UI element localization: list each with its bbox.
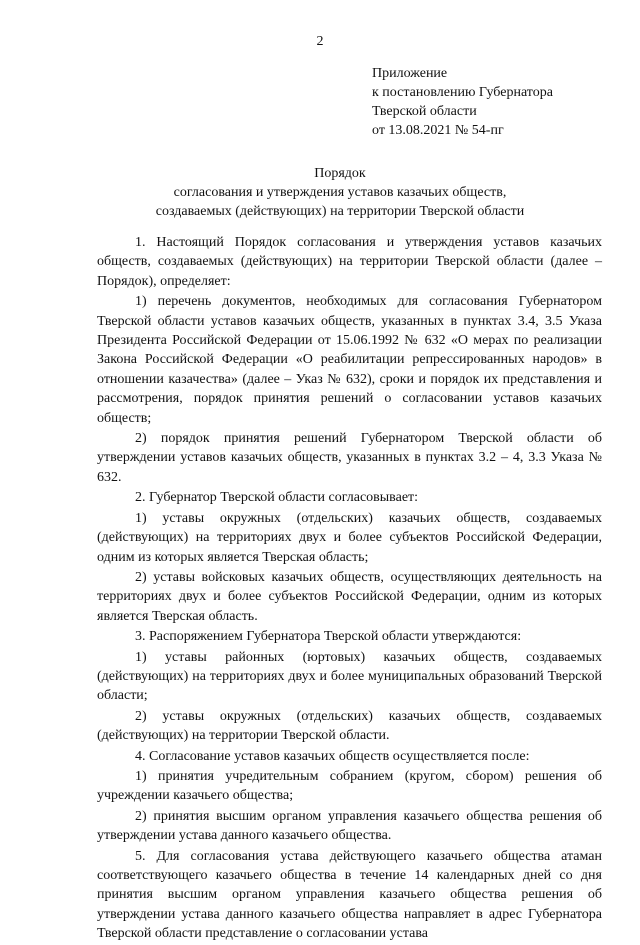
title-subtitle: создаваемых (действующих) на территории Тверской области bbox=[155, 204, 525, 219]
document-title bbox=[60, 164, 620, 221]
title-subtitle: согласования и утверждения уставов казачьих обществ, bbox=[173, 185, 507, 200]
paragraph: 1) уставы окружных (отдельских) казачьих обществ, создаваемых (действующих) на территориях двух и более субъектов Российской Федерации, одним из которых является Тверская область; bbox=[97, 510, 602, 565]
paragraph: 1) перечень документов, необходимых для согласования Губернатором Тверской области уставов казачьих обществ, указанных в пунктах 3.4, 3.5 Указа Президента Российской Федерации от 15.06.1992 № 632 «О мерах по реализации Закона Российской Федерации «О реабилитации репрессированных народов» в отношении казачества» (далее – Указ № 632), сроки и порядок их представления и рассмотрения, порядок принятия решений о согласовании уставов казачьих обществ; bbox=[97, 294, 602, 426]
appendix-line: к постановлению Губернатора bbox=[372, 85, 553, 100]
appendix-block bbox=[372, 64, 622, 140]
paragraph: 1. Настоящий Порядок согласования и утверждения уставов казачьих обществ, создаваемых (действующих) на территории Тверской области (далее – Порядок), определяет: bbox=[97, 235, 602, 289]
paragraph: 4. Согласование уставов казачьих обществ осуществляется после: bbox=[135, 748, 530, 764]
paragraph: 2) принятия высшим органом управления казачьего общества решения об утверждении устава данного казачьего общества. bbox=[97, 808, 602, 844]
paragraph: 5. Для согласования устава действующего казачьего общества атаман соответствующего казачьего общества в течение 14 календарных дней со дня принятия высшим органом управления казачьего общества решения об утверждении устава данного казачьего общества направляет в адрес Губернатора Тверской области представление о согласовании устава bbox=[97, 848, 602, 942]
paragraph: 1) принятия учредительным собранием (кругом, сбором) решения об учреждении казачьего общества; bbox=[97, 768, 602, 804]
document-body bbox=[97, 233, 602, 945]
paragraph: 2. Губернатор Тверской области согласовывает: bbox=[135, 490, 419, 506]
appendix-date-line: от 13.08.2021 № 54-пг bbox=[372, 123, 504, 138]
page-number: 2 bbox=[316, 34, 324, 49]
paragraph: 2) уставы окружных (отдельских) казачьих обществ, создаваемых (действующих) на территории Тверской области. bbox=[97, 708, 602, 744]
appendix-line: Тверской области bbox=[372, 104, 477, 119]
paragraph: 1) уставы районных (юртовых) казачьих обществ, создаваемых (действующих) на территориях двух и более муниципальных образований Тверской области; bbox=[97, 649, 602, 704]
paragraph: 2) порядок принятия решений Губернатором Тверской области об утверждении уставов казачьих обществ, указанных в пунктах 3.2 – 4, 3.3 Указа № 632. bbox=[97, 431, 602, 485]
paragraph: 3. Распоряжением Губернатора Тверской области утверждаются: bbox=[135, 629, 522, 645]
appendix-line: Приложение bbox=[372, 66, 448, 81]
paragraph: 2) уставы войсковых казачьих обществ, осуществляющих деятельность на территориях двух и более субъектов Российской Федерации, одним из которых является Тверская область. bbox=[97, 569, 602, 624]
title-heading: Порядок bbox=[314, 166, 366, 181]
